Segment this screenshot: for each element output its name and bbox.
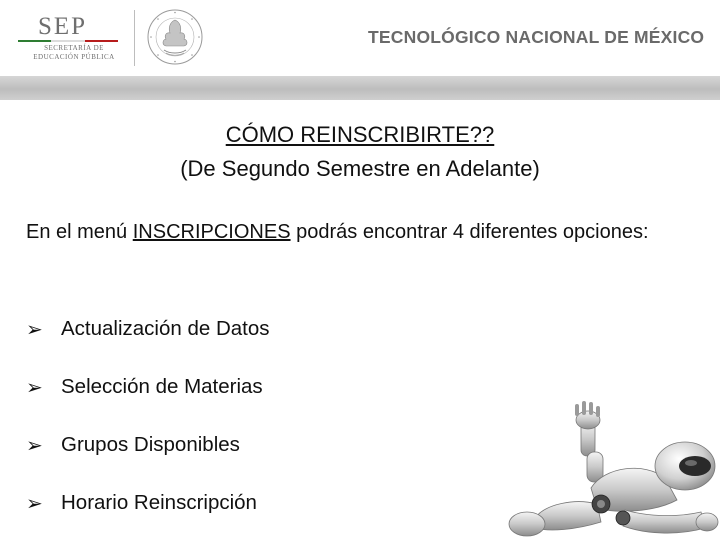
list-item bbox=[26, 474, 270, 532]
list-item bbox=[26, 358, 270, 416]
intro-text-start: En el menú bbox=[26, 221, 133, 243]
option-label: Grupos Disponibles bbox=[61, 433, 240, 456]
list-item bbox=[26, 300, 270, 358]
robot-illustration-icon bbox=[505, 400, 720, 540]
option-label: Horario Reinscripción bbox=[61, 491, 257, 514]
option-label: Actualización de Datos bbox=[61, 317, 270, 340]
sep-subtitle-line2: EDUCACIÓN PÚBLICA bbox=[33, 53, 115, 61]
list-item bbox=[26, 416, 270, 474]
title-line-2: (De Segundo Semestre en Adelante) bbox=[180, 156, 540, 181]
mexico-coat-of-arms-icon bbox=[146, 8, 204, 66]
arrow-bullet-icon: ➢ bbox=[26, 492, 43, 515]
arrow-bullet-icon: ➢ bbox=[26, 318, 43, 341]
intro-paragraph bbox=[26, 219, 706, 245]
sep-tricolor-line bbox=[18, 40, 118, 42]
sep-logo-wordmark: SEP bbox=[38, 13, 88, 40]
arrow-bullet-icon: ➢ bbox=[26, 434, 43, 457]
header-gray-band bbox=[0, 76, 720, 100]
arrow-bullet-icon: ➢ bbox=[26, 376, 43, 399]
header-divider bbox=[134, 10, 135, 66]
header bbox=[0, 0, 720, 76]
sep-subtitle-line1: SECRETARÍA DE bbox=[44, 44, 104, 52]
institution-title: TECNOLÓGICO NACIONAL DE MÉXICO bbox=[368, 27, 705, 47]
intro-text-end: podrás encontrar 4 diferentes opciones: bbox=[290, 221, 649, 243]
option-label: Selección de Materias bbox=[61, 375, 263, 398]
intro-keyword: INSCRIPCIONES bbox=[132, 221, 291, 243]
slide-title bbox=[0, 118, 720, 186]
options-list bbox=[26, 300, 270, 532]
title-line-1: CÓMO REINSCRIBIRTE?? bbox=[225, 122, 495, 147]
